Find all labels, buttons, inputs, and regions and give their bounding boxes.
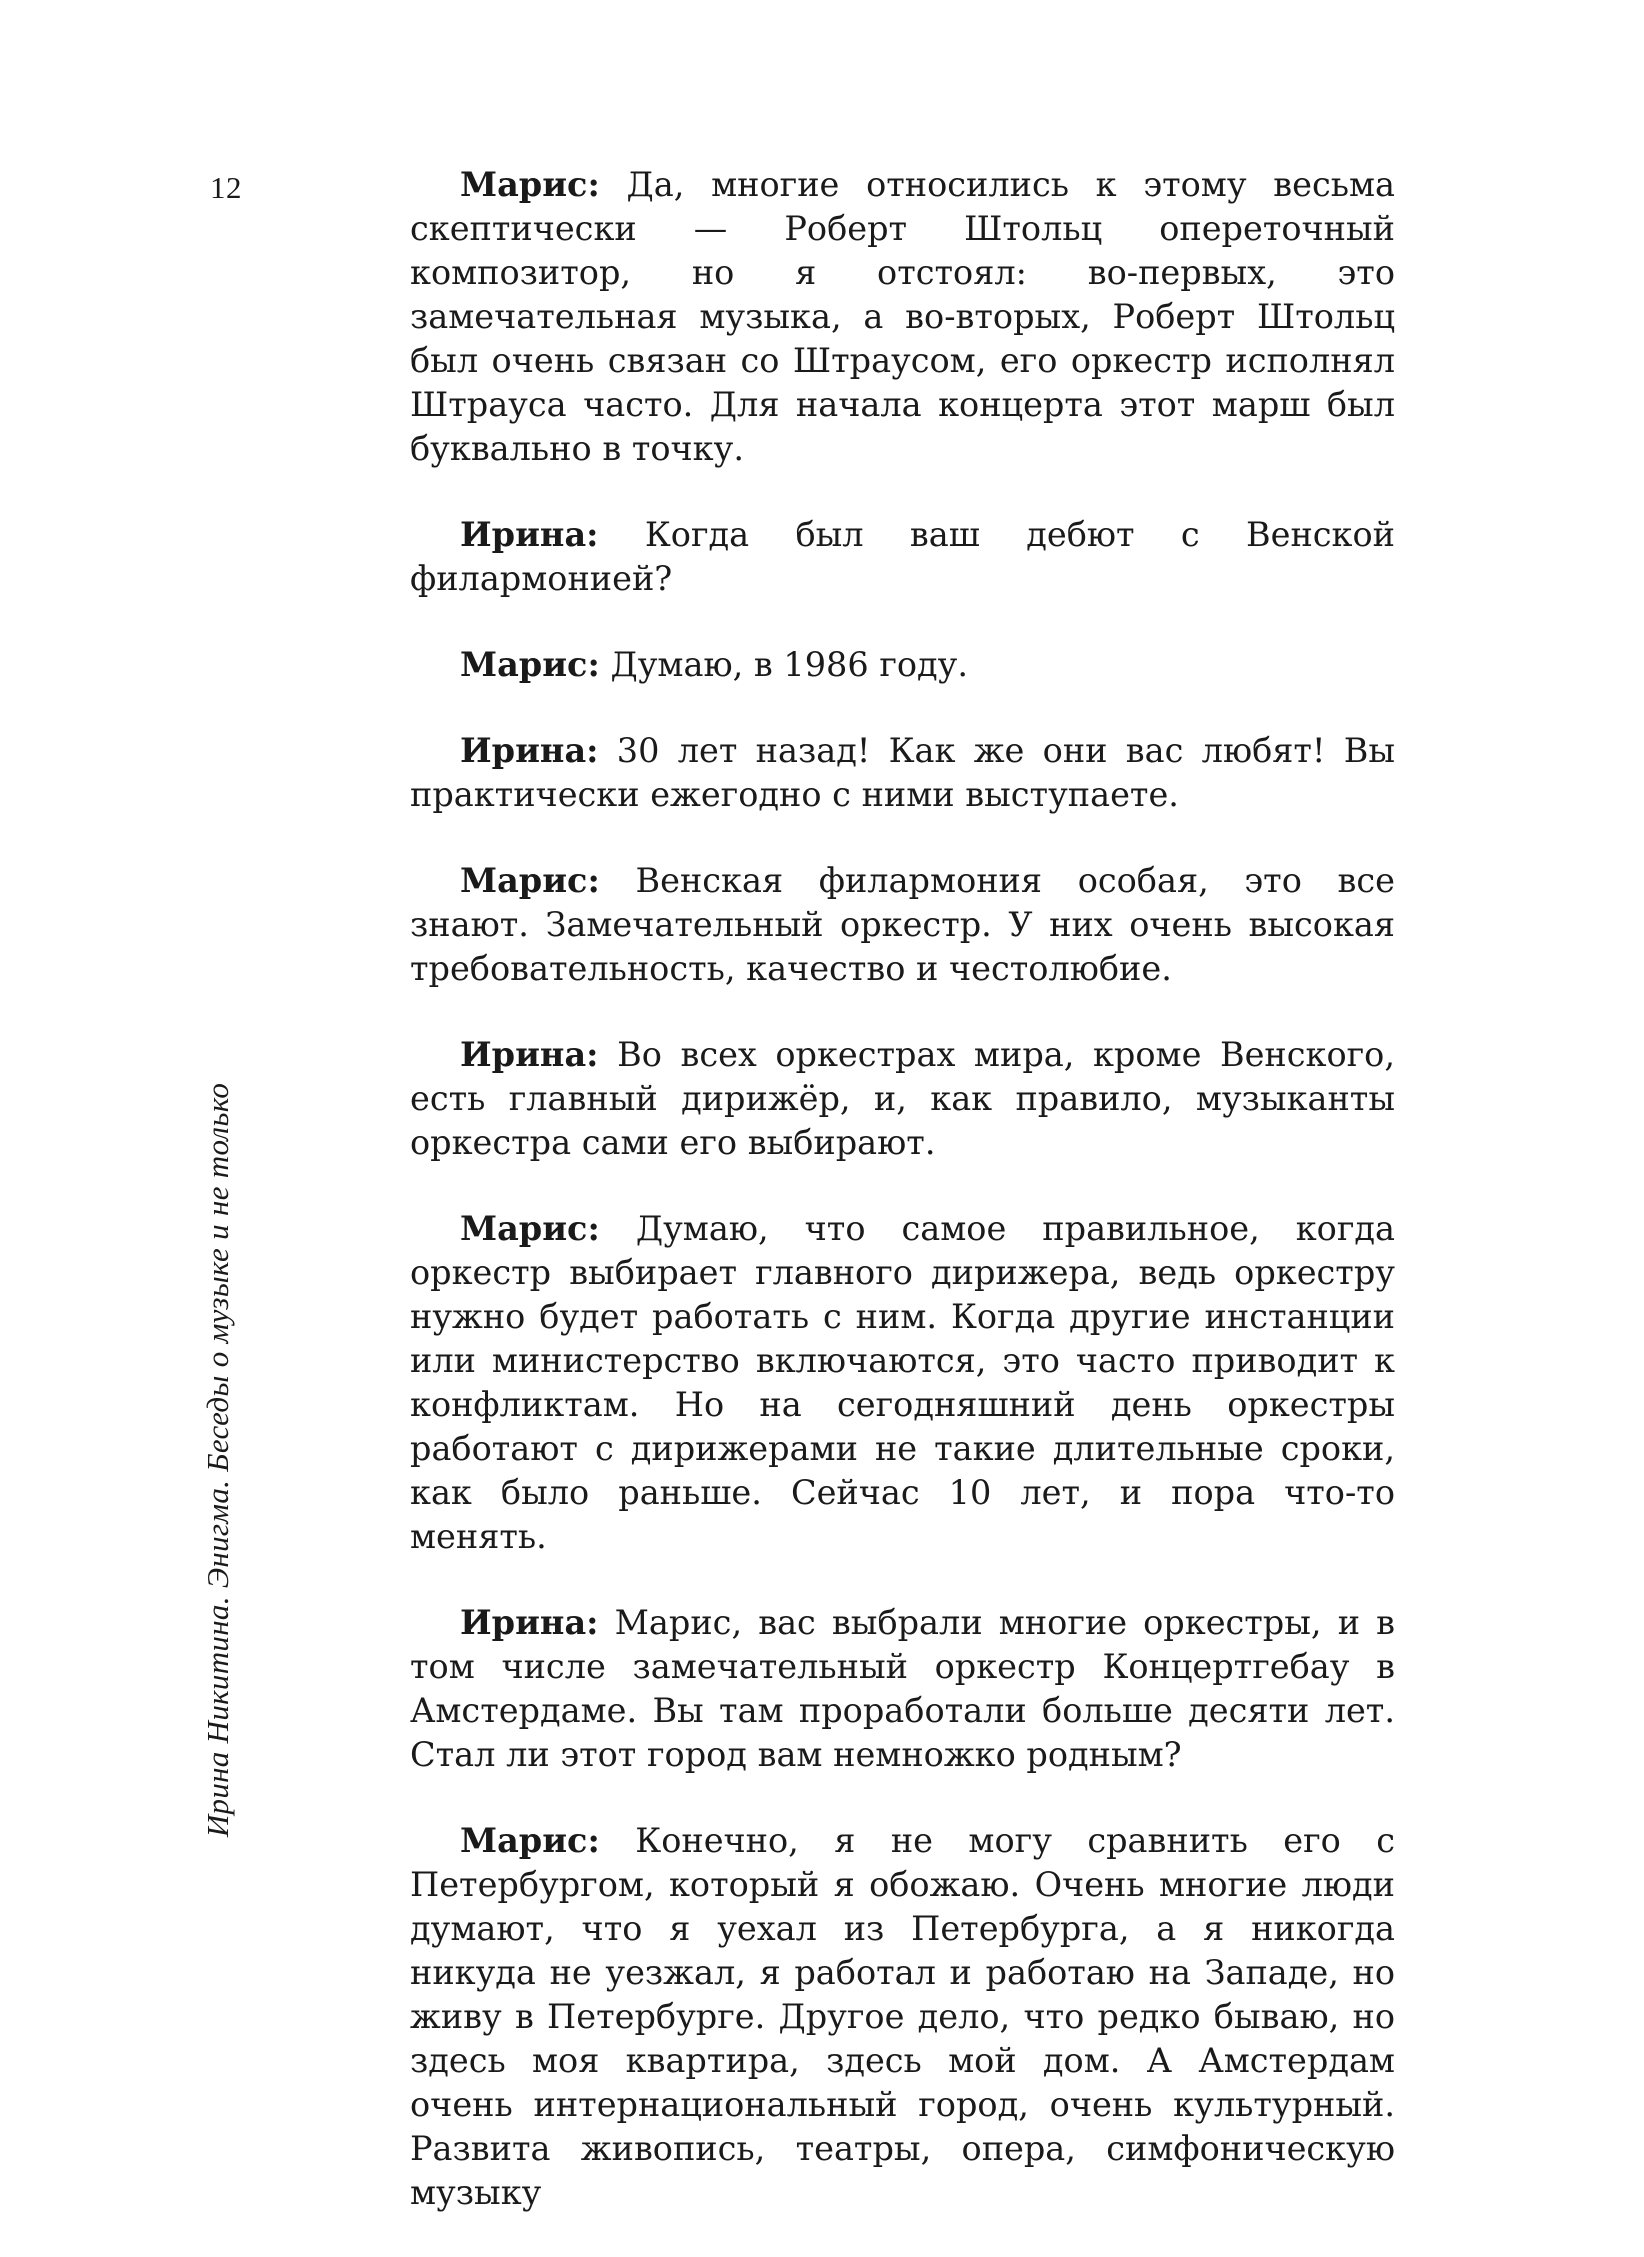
paragraph-text: Во всех оркестрах мира, кроме Венского, есть главный дирижёр, и, как правило, музыканты оркестра сами его выбирают. [410,1035,1395,1162]
paragraph-text: Марис, вас выбрали многие оркестры, и в том числе замечательный оркестр Концертгебау в Амстердаме. Вы там проработали больше десяти лет. Стал ли этот город вам немножко родным? [410,1603,1395,1774]
speaker-name: Ирина: [460,515,599,554]
paragraph-6 [410,1033,1395,1165]
speaker-name: Марис: [460,1209,600,1248]
paragraph-9 [410,1819,1395,2215]
paragraph-text: Когда был ваш дебют с Венской филармонией? [410,515,1395,598]
speaker-name: Ирина: [460,731,599,770]
speaker-name: Марис: [460,165,600,204]
speaker-name: Марис: [460,1821,600,1860]
speaker-name: Марис: [460,645,600,684]
paragraph-text: Да, многие относились к этому весьма скептически — Роберт Штольц опереточный композитор, но я отстоял: во-первых, это замечательная музыка, а во-вторых, Роберт Штольц был очень связан со Штраусом, его оркестр исполнял Штрауса часто. Для начала концерта этот марш был буквально в точку. [410,165,1395,468]
paragraph-text: Венская филармония особая, это все знают. Замечательный оркестр. У них очень высокая требовательность, качество и честолюбие. [410,861,1395,988]
speaker-name: Ирина: [460,1035,599,1074]
paragraph-3 [410,643,1395,687]
paragraph-text: Думаю, в 1986 году. [599,645,969,684]
paragraph-7 [410,1207,1395,1559]
running-head-text: Ирина Никитина. Энигма. Беседы о музыке и не только [200,1082,235,1838]
paragraph-4 [410,729,1395,817]
paragraph-8 [410,1601,1395,1777]
paragraph-5 [410,859,1395,991]
paragraph-text: Думаю, что самое правильное, когда оркестр выбирает главного дирижера, ведь оркестру нужно будет работать с ним. Когда другие инстанции или министерство включаются, это часто приводит к конфликтам. Но на сегодняшний день оркестры работают с дирижерами не такие длительные сроки, как было раньше. Сейчас 10 лет, и пора что-то менять. [410,1209,1395,1556]
paragraph-text: 30 лет назад! Как же они вас любят! Вы практически ежегодно с ними выступаете. [410,731,1395,814]
speaker-name: Ирина: [460,1603,599,1642]
paragraph-2 [410,513,1395,601]
paragraph-text: Конечно, я не могу сравнить его с Петербургом, который я обожаю. Очень многие люди думают, что я уехал из Петербурга, а я никогда никуда не уезжал, я работал и работаю на Западе, но живу в Петербурге. Другое дело, что редко бываю, но здесь моя квартира, здесь мой дом. А Амстердам очень интернациональный город, очень культурный. Развита живопись, театры, опера, симфоническую музыку [410,1821,1395,2212]
page-number: 12 [210,170,242,205]
paragraph-1 [410,163,1395,471]
speaker-name: Марис: [460,861,600,900]
page-body [410,163,1395,2257]
